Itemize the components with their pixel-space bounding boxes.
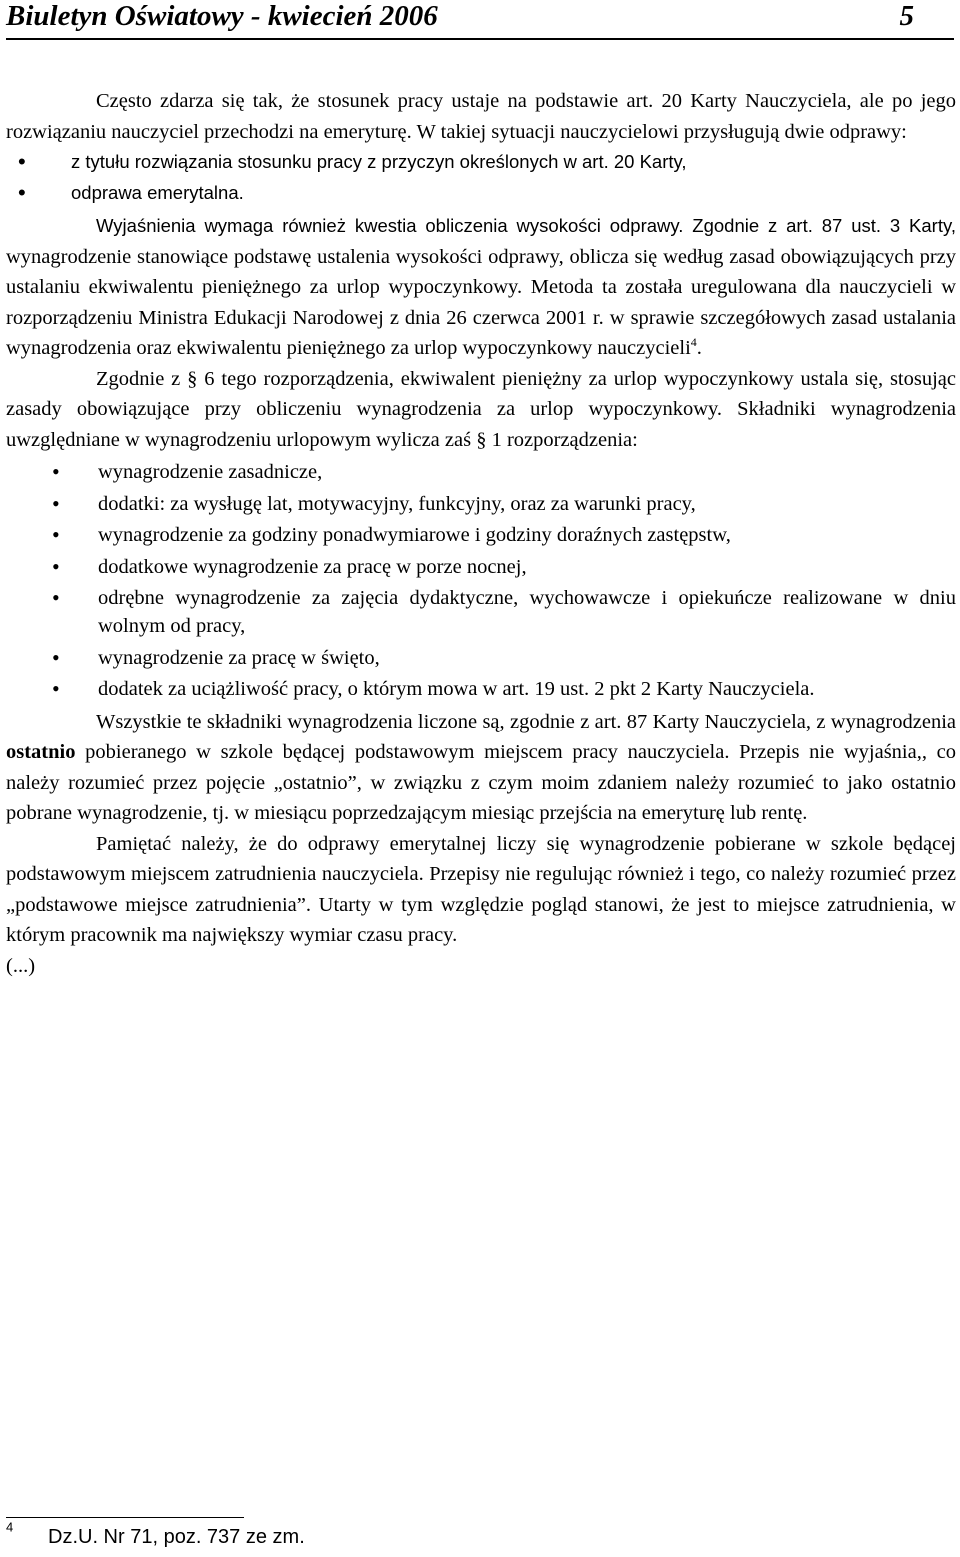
- bullet-icon: •: [52, 490, 60, 516]
- paragraph-4: Wszystkie te składniki wynagrodzenia liczone są, zgodnie z art. 87 Karty Nauczyciela, z wynagrodzenia ostatnio pobieranego w szkole będącej podstawowym miejscem pracy nauczyciela. Przepis nie wyjaśnia,, co należy rozumieć przez pojęcie „ostatnio”, w związku z czym moim zdaniem należy rozumieć to jako ostatnio pobrane wynagrodzenie, tj. w miesiącu poprzedzającym miesiąc przejścia na emeryturę lub rentę.: [6, 710, 956, 824]
- footnote-ref: 4: [690, 335, 697, 350]
- footnote: [6, 1519, 305, 1548]
- header-title: Biuletyn Oświatowy - kwiecień 2006: [6, 0, 438, 32]
- bullet-list-1: [6, 147, 956, 208]
- bullet-icon: •: [52, 585, 60, 610]
- bullet-icon: •: [52, 522, 60, 547]
- list-item: • odprawa emerytalna.: [6, 178, 956, 209]
- paragraph-3: Zgodnie z § 6 tego rozporządzenia, ekwiwalent pieniężny za urlop wypoczynkowy ustala się, stosując zasady obowiązujące przy obliczeniu wynagrodzenia za urlop wypoczynkowy. Składniki wynagrodzenia uwzględniane w wynagrodzeniu urlopowym wylicza zaś § 1 rozporządzenia:: [6, 367, 956, 451]
- bullet-icon: •: [18, 179, 26, 205]
- bullet-icon: •: [52, 676, 60, 701]
- paragraph-1: Często zdarza się tak, że stosunek pracy ustaje na podstawie art. 20 Karty Nauczyciela, ale po jego rozwiązaniu nauczyciel przechodzi na emeryturę. W takiej sytuacji nauczycielowi przysługują dwie odprawy:: [6, 90, 956, 143]
- page-header: [6, 0, 954, 40]
- footnote-marker: 4: [6, 1519, 14, 1535]
- page-number: 5: [899, 0, 914, 32]
- list-item: • dodatki: za wysługę lat, motywacyjny, funkcyjny, oraz za warunki pracy,: [52, 490, 696, 516]
- list-item: • wynagrodzenie zasadnicze,: [52, 459, 323, 484]
- list-item: • wynagrodzenie za godziny ponadwymiarowe i godziny doraźnych zastępstw,: [52, 522, 731, 547]
- bullet-icon: •: [52, 644, 60, 670]
- footnote-text: Dz.U. Nr 71, poz. 737 ze zm.: [48, 1526, 305, 1548]
- list-item: • odrębne wynagrodzenie za zajęcia dydaktyczne, wychowawcze i opiekuńcze realizowane w dniu wolnym od pracy,: [52, 585, 956, 637]
- list-item: • z tytułu rozwiązania stosunku pracy z przyczyn określonych w art. 20 Karty,: [6, 147, 956, 178]
- list-item: • dodatek za uciążliwość pracy, o którym mowa w art. 19 ust. 2 pkt 2 Karty Nauczyciela.: [52, 676, 815, 701]
- bullet-list-2: [6, 458, 956, 703]
- bullet-icon: •: [52, 553, 60, 579]
- list-item: • wynagrodzenie za pracę w święto,: [52, 644, 380, 670]
- list-item: • dodatkowe wynagrodzenie za pracę w porze nocnej,: [52, 553, 527, 579]
- footnote-divider: [6, 1517, 244, 1518]
- bullet-icon: •: [52, 459, 60, 484]
- ellipsis: (...): [6, 954, 36, 977]
- bold-term: ostatnio: [6, 741, 76, 763]
- article-body: [6, 86, 956, 981]
- bullet-icon: •: [18, 149, 26, 174]
- paragraph-5: Pamiętać należy, że do odprawy emerytalnej liczy się wynagrodzenie pobierane w szkole będącej podstawowym miejscem zatrudnienia nauczyciela. Przepisy nie regulując również i tego, co należy rozumieć przez „podstawowe miejsce zatrudnienia”. Utarty w tym względzie pogląd stanowi, że jest to miejsce zatrudnienia, w którym pracownik ma największy wymiar czasu pracy.: [6, 832, 956, 946]
- paragraph-2: Wyjaśnienia wymaga również kwestia obliczenia wysokości odprawy. Zgodnie z art. 87 ust. 3 Karty, wynagrodzenie stanowiące podstawę ustalenia wysokości odprawy, oblicza się według zasad obowiązujących przy ustalaniu ekwiwalentu pieniężnego za urlop wypoczynkowy. Metoda ta została uregulowana dla nauczycieli w rozporządzeniu Ministra Edukacji Narodowej z dnia 26 czerwca 2001 r. w sprawie szczegółowych zasad ustalania wynagrodzenia oraz ekwiwalentu pieniężnego za urlop wypoczynkowy nauczycieli$^4$.: [6, 215, 956, 359]
